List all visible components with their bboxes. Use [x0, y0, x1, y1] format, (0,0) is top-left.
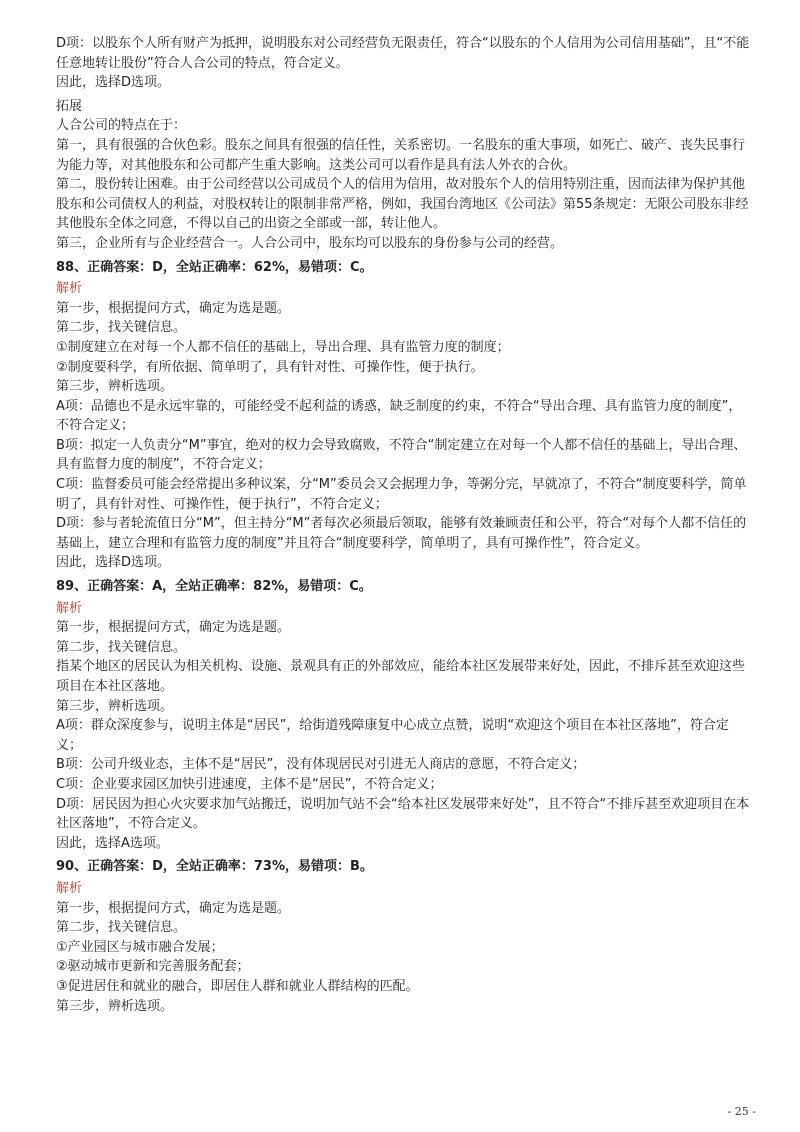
- analysis-line: 第三步，辨析选项。: [56, 998, 174, 1014]
- question-89: [56, 577, 754, 853]
- tuozhan-line: 第二，股份转让困难。由于公司经营以公司成员个人的信用为信用，故对股东个人的信用特别注重，因而法律为保护其他股东和公司债权人的利益，对股权转让的限制非常严格，例如，我国台湾地区《公司法》第55条规定：无限公司股东非经其他股东全体之同意，不得以自己的出资之全部或一部，转让他人。: [56, 177, 749, 232]
- answer-heading: 89、正确答案：A，全站正确率：82%，易错项：C。: [56, 579, 372, 595]
- analysis-line: B项：公司升级业态，主体不是“居民”，没有体现居民对引进无人商店的意愿，不符合定义；: [56, 757, 586, 773]
- analysis-line: D项：居民因为担心火灾要求加气站搬迁，说明加气站不会“给本社区发展带来好处”，且不符合“不排斥甚至欢迎项目在本社区落地”，不符合定义。: [56, 796, 750, 832]
- analysis-line: 第一步，根据提问方式，确定为选是题。: [56, 900, 291, 916]
- question-88: [56, 258, 754, 574]
- answer-heading: 90、正确答案：D，全站正确率：73%，易错项：B。: [56, 859, 373, 875]
- analysis-line: 第二步，找关键信息。: [56, 639, 187, 655]
- analysis-line: C项：企业要求园区加快引进速度，主体不是“居民”，不符合定义；: [56, 776, 443, 792]
- analysis-line: ②制度要科学，有所依据、简单明了，具有针对性、可操作性，便于执行。: [56, 359, 484, 375]
- tuozhan-section: [56, 97, 754, 254]
- analysis-line: C项：监督委员可能会经常提出多种议案，分“M”委员会又会据理力争，等粥分完，早就凉了，不符合“制度要科学，简单明了，具有针对性、可操作性，便于执行”，不符合定义；: [56, 477, 747, 512]
- analysis-line: 因此，选择A选项。: [56, 835, 169, 851]
- analysis-line: B项：拟定一人负责分“M”事宜，绝对的权力会导致腐败，不符合“制定建立在对每一个人都不信任的基础上，导出合理、具有监督力度的制度”，不符合定义；: [56, 437, 747, 473]
- analysis-label: 解析: [56, 281, 83, 297]
- tuozhan-line: 第三，企业所有与企业经营合一。人合公司中，股东均可以股东的身份参与公司的经营。: [56, 235, 564, 251]
- analysis-line: 因此，选择D选项。: [56, 555, 171, 571]
- analysis-line: 指某个地区的居民认为相关机构、设施、景观具有正的外部效应，能给本社区发展带来好处，因此，不排斥甚至欢迎这些项目在本社区落地。: [56, 659, 746, 694]
- document-page: [56, 34, 754, 1016]
- answer-heading: 88、正确答案：D，全站正确率：62%，易错项：C。: [56, 259, 373, 275]
- intro-line: D项：以股东个人所有财产为抵押，说明股东对公司经营负无限责任，符合“以股东的个人信用为公司信用基础”，且“不能任意地转让股份”符合人合公司的特点，符合定义。: [56, 36, 750, 71]
- analysis-line: ①产业园区与城市融合发展；: [56, 939, 224, 955]
- analysis-line: D项：参与者轮流值日分“M”，但主持分“M”者每次必须最后领取，能够有效兼顾责任和公平，符合“对每个人都不信任的基础上，建立合理和有监管力度的制度”并且符合“制度要科学，简单明了，具有可操作性”，符合定义。: [56, 516, 747, 551]
- analysis-line: 第三步，辨析选项。: [56, 379, 174, 395]
- analysis-line: ③促进居住和就业的融合，即居住人群和就业人群结构的匹配。: [56, 978, 419, 994]
- question-90: [56, 857, 754, 1016]
- analysis-line: 第二步，找关键信息。: [56, 920, 187, 936]
- analysis-line: ①制度建立在对每一个人都不信任的基础上，导出合理、具有监管力度的制度；: [56, 339, 510, 355]
- intro-section: [56, 34, 754, 93]
- intro-line: 因此，选择D选项。: [56, 75, 171, 91]
- analysis-line: 第一步，根据提问方式，确定为选是题。: [56, 620, 291, 636]
- analysis-line: A项：群众深度参与，说明主体是“居民”，给街道残障康复中心成立点赞，说明“欢迎这个项目在本社区落地”，符合定义；: [56, 718, 729, 753]
- tuozhan-title: 拓展: [56, 98, 83, 114]
- analysis-label: 解析: [56, 880, 83, 896]
- analysis-line: 第三步，辨析选项。: [56, 698, 174, 714]
- analysis-line: 第二步，找关键信息。: [56, 320, 187, 336]
- analysis-label: 解析: [56, 600, 83, 616]
- analysis-line: A项：品德也不是永远牢靠的，可能经受不起利益的诱惑，缺乏制度的约束，不符合“导出合理、具有监管力度的制度”，不符合定义；: [56, 398, 742, 434]
- tuozhan-line: 第一，具有很强的合伙色彩。股东之间具有很强的信任性，关系密切。一名股东的重大事项，如死亡、破产、丧失民事行为能力等，对其他股东和公司都产生重大影响。这类公司可以看作是具有法人外衣的合伙。: [56, 137, 746, 173]
- tuozhan-line: 人合公司的特点在于：: [56, 118, 187, 134]
- analysis-line: ②驱动城市更新和完善服务配套；: [56, 959, 250, 975]
- page-number: - 25 -: [727, 1105, 756, 1118]
- analysis-line: 第一步，根据提问方式，确定为选是题。: [56, 300, 291, 316]
